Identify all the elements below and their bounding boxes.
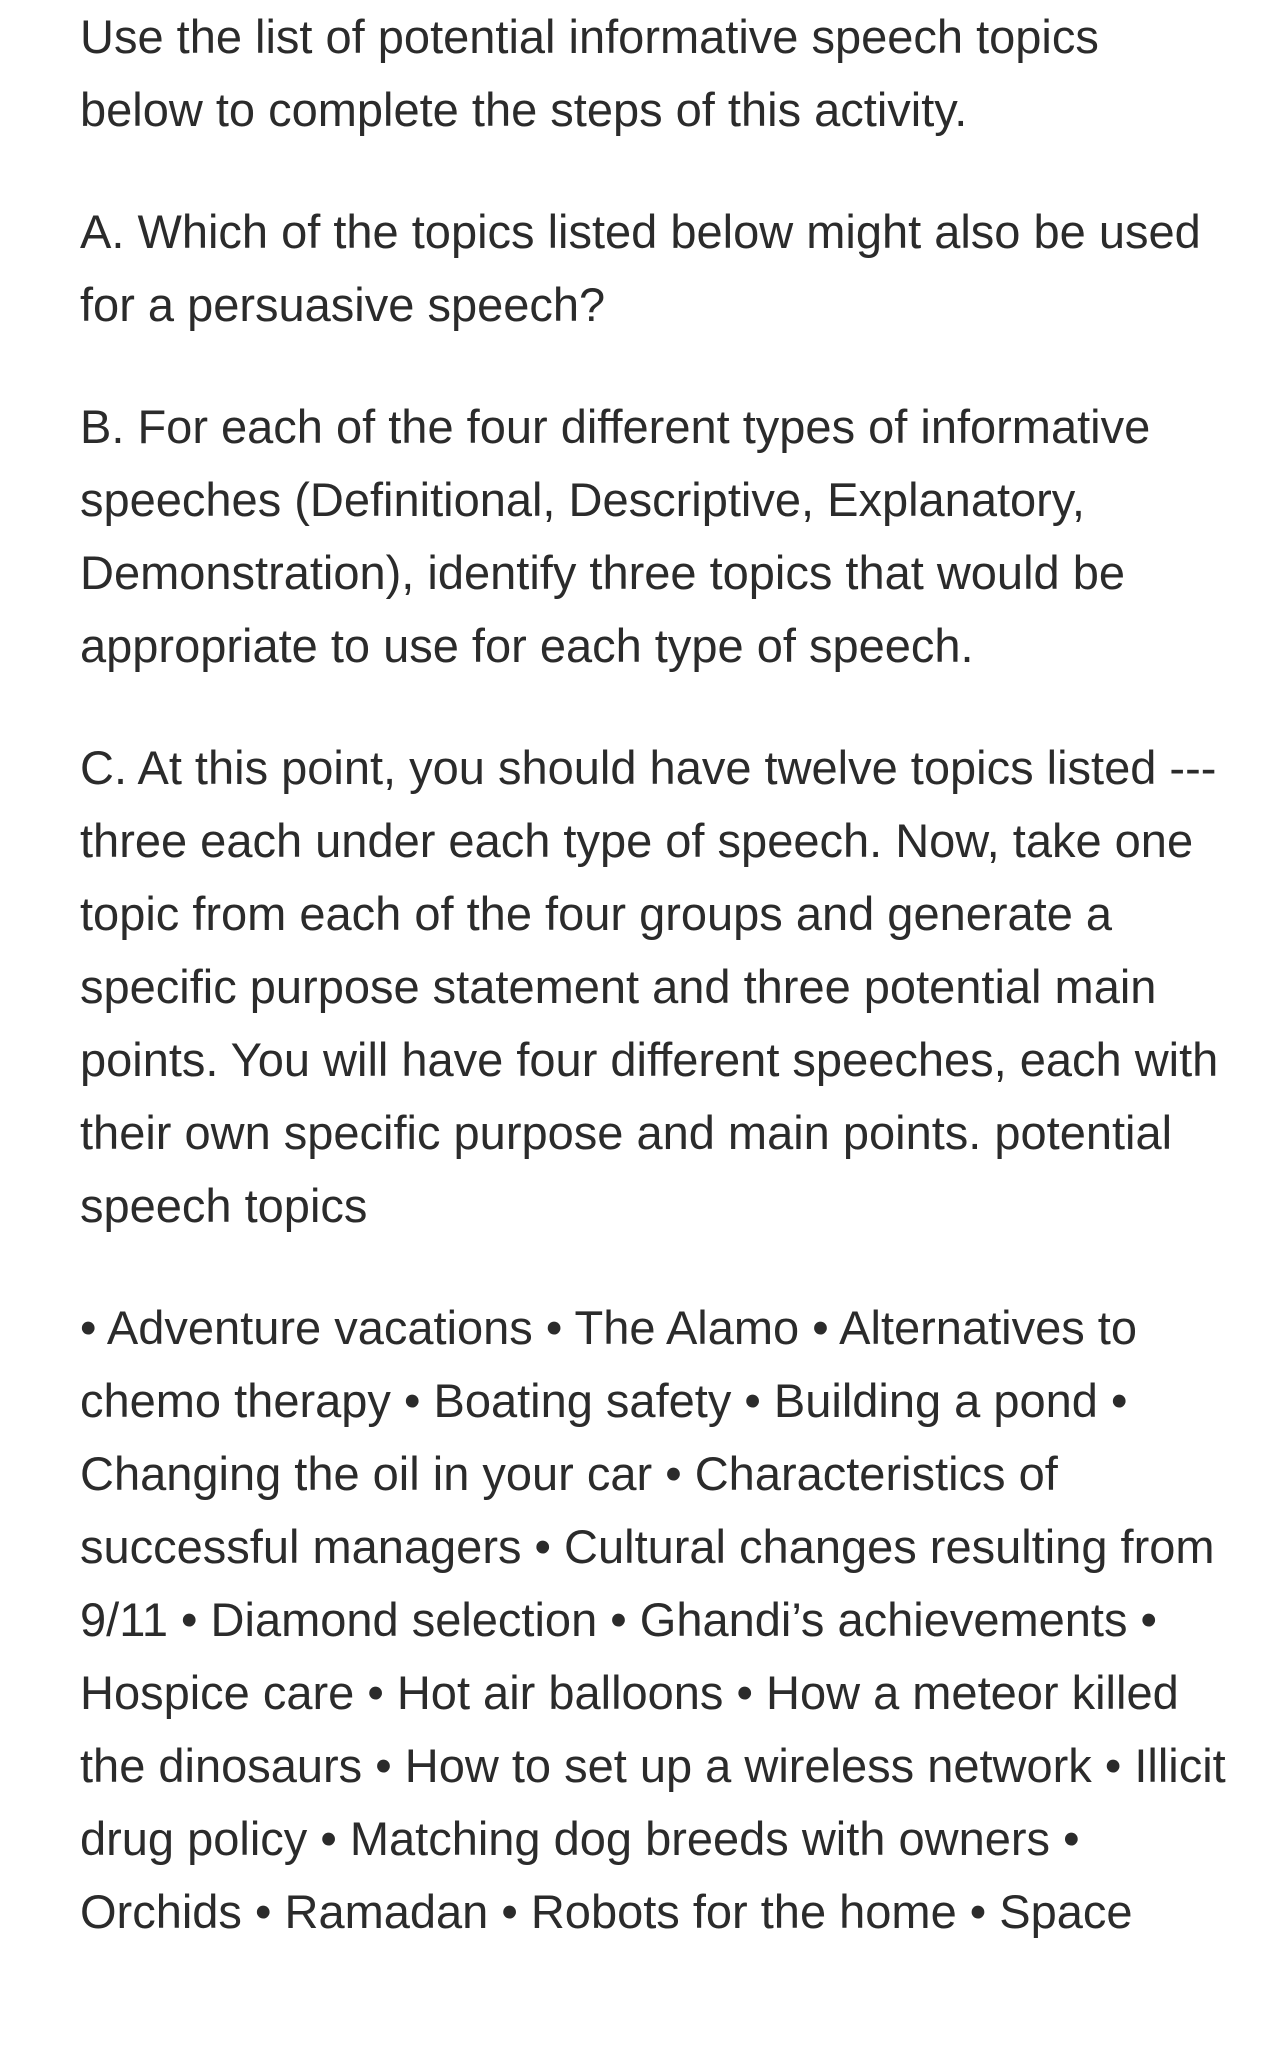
step-a-paragraph: A. Which of the topics listed below might also be used for a persuasive speech? (80, 205, 1201, 331)
intro-paragraph: Use the list of potential informative speech topics below to complete the steps of this activity. (80, 10, 1099, 136)
topics-list-paragraph: • Adventure vacations • The Alamo • Alternatives to chemo therapy • Boating safety • Building a pond • Changing the oil in your car • Characteristics of successful managers • Cultural changes resulting from 9/11 • Diamond selection • Ghandi’s achievements • Hospice care • Hot air balloons • How a meteor killed the dinosaurs • How to set up a wireless network • Illicit drug policy • Matching dog breeds with owners • Orchids • Ramadan • Robots for the home • Space (80, 1301, 1226, 1938)
step-b-paragraph: B. For each of the four different types of informative speeches (Definitional, Descriptive, Explanatory, Demonstration), identify three topics that would be appropriate to use for each type of speech. (80, 400, 1151, 672)
step-c-paragraph: C. At this point, you should have twelve topics listed --- three each under each type of speech. Now, take one topic from each of the four groups and generate a specific purpose statement and three potential main points. You will have four different speeches, each with their own specific purpose and main points. potential speech topics (80, 741, 1219, 1232)
document-body (80, 0, 1230, 1997)
